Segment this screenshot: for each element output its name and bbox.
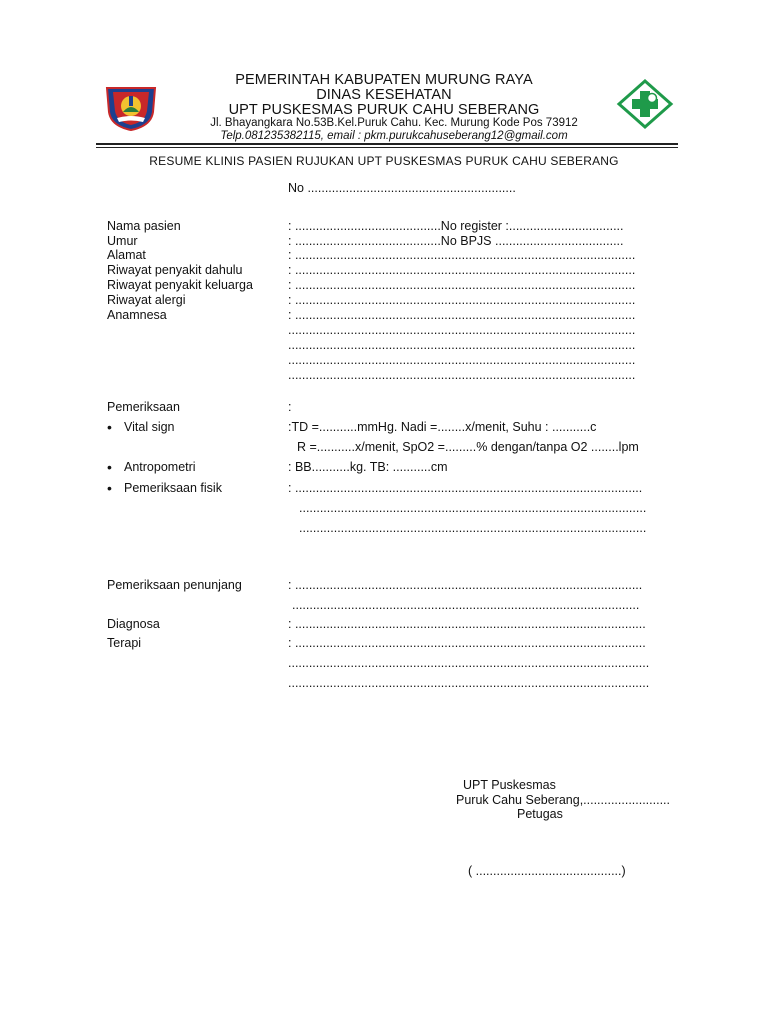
penunjang-label: Pemeriksaan penunjang xyxy=(107,578,242,592)
nama-label: Nama pasien xyxy=(107,219,181,233)
pemeriksaan-fisik-continuation: .................................................................................................... xyxy=(299,501,647,515)
rpd-label: Riwayat penyakit dahulu xyxy=(107,263,243,277)
signature-role: Petugas xyxy=(517,807,563,821)
antropometri-field: : BB...........kg. TB: ...........cm xyxy=(288,460,448,474)
rpd-field: : .................................................................................................. xyxy=(288,263,636,277)
nama-field: : ..........................................No register :................................. xyxy=(288,219,624,233)
terapi-continuation: ........................................................................................................ xyxy=(288,656,650,670)
header-institution: UPT PUSKESMAS PURUK CAHU SEBERANG xyxy=(228,102,540,118)
document-title: RESUME KLINIS PASIEN RUJUKAN UPT PUSKESMAS PURUK CAHU SEBERANG xyxy=(149,154,619,168)
terapi-label: Terapi xyxy=(107,636,142,650)
vital-sign-field-2: R =...........x/menit, SpO2 =.........% dengan/tanpa O2 ........lpm xyxy=(297,440,639,454)
header-address: Jl. Bhayangkara No.53B.Kel.Puruk Cahu. Kec. Murung Kode Pos 73912 xyxy=(210,117,578,129)
terapi-field: : ..................................................................................................... xyxy=(288,636,646,650)
pemeriksaan-fisik-field: : .................................................................................................... xyxy=(288,481,643,495)
diagnosa-field: : ..................................................................................................... xyxy=(288,617,646,631)
signature-institution: UPT Puskesmas xyxy=(463,778,556,792)
signature-name-field: ( ..........................................) xyxy=(468,864,626,878)
signature-place-date: Puruk Cahu Seberang,......................... xyxy=(456,793,670,807)
bullet-icon: • xyxy=(107,459,112,475)
header-rule-thin xyxy=(96,147,678,148)
header-contact: Telp.081235382115, email : pkm.purukcahuseberang12@gmail.com xyxy=(220,130,568,142)
header-department: DINAS KESEHATAN xyxy=(316,87,452,103)
alamat-field: : .................................................................................................. xyxy=(288,248,636,262)
anamnesa-label: Anamnesa xyxy=(107,308,167,322)
rpk-label: Riwayat penyakit keluarga xyxy=(107,278,253,292)
vital-sign-field: :TD =...........mmHg. Nadi =........x/menit, Suhu : ...........c xyxy=(288,420,597,434)
penunjang-field: : .................................................................................................... xyxy=(288,578,643,592)
umur-field: : ..........................................No BPJS ..................................... xyxy=(288,234,624,248)
alergi-label: Riwayat alergi xyxy=(107,293,186,307)
alergi-field: : .................................................................................................. xyxy=(288,293,636,307)
terapi-continuation: ........................................................................................................ xyxy=(288,676,650,690)
anamnesa-continuation: .................................................................................................... xyxy=(288,353,636,367)
alamat-label: Alamat xyxy=(107,248,146,262)
vital-sign-label: Vital sign xyxy=(124,420,175,434)
anamnesa-continuation: .................................................................................................... xyxy=(288,338,636,352)
pemeriksaan-fisik-label: Pemeriksaan fisik xyxy=(124,481,222,495)
pemeriksaan-label: Pemeriksaan xyxy=(107,400,180,414)
antropometri-label: Antropometri xyxy=(124,460,196,474)
header-rule-thick xyxy=(96,143,678,145)
penunjang-continuation: .................................................................................................... xyxy=(292,598,640,612)
anamnesa-field: : .................................................................................................. xyxy=(288,308,636,322)
rpk-field: : .................................................................................................. xyxy=(288,278,636,292)
bullet-icon: • xyxy=(107,419,112,435)
bullet-icon: • xyxy=(107,480,112,496)
diagnosa-label: Diagnosa xyxy=(107,617,160,631)
umur-label: Umur xyxy=(107,234,138,248)
document-number: No ............................................................ xyxy=(288,181,516,195)
pemeriksaan-colon: : xyxy=(288,400,292,414)
anamnesa-continuation: .................................................................................................... xyxy=(288,368,636,382)
pemeriksaan-fisik-continuation: .................................................................................................... xyxy=(299,521,647,535)
header-government: PEMERINTAH KABUPATEN MURUNG RAYA xyxy=(235,72,533,88)
anamnesa-continuation: .................................................................................................... xyxy=(288,323,636,337)
